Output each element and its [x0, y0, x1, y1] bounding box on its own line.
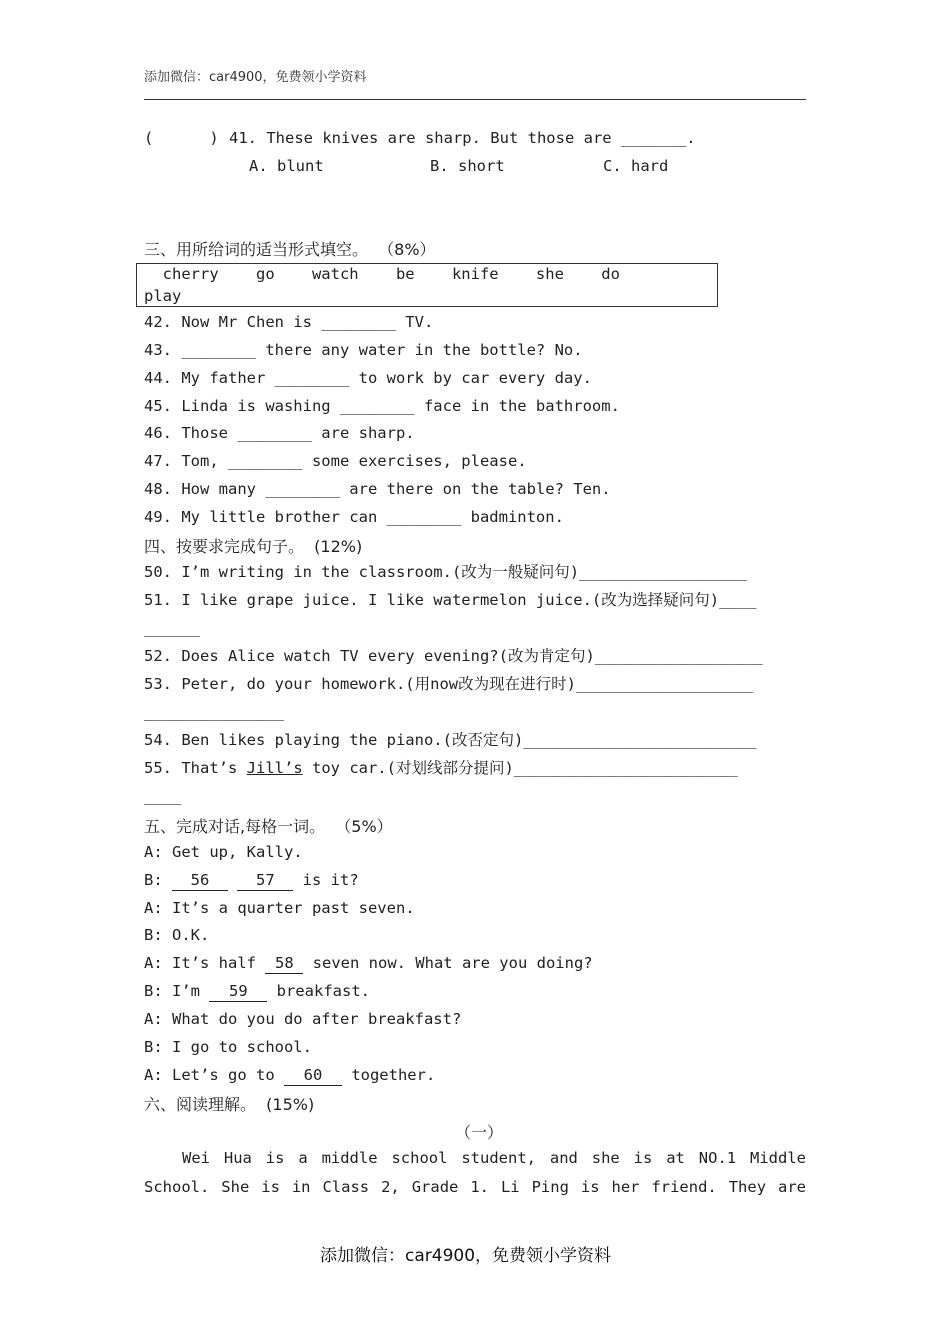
dialog-line-2 [144, 870, 359, 891]
dialog-speaker-b: B: [144, 871, 172, 889]
question-55-cont: ____ [144, 787, 182, 805]
dialog-line-3: A: It’s a quarter past seven. [144, 899, 415, 917]
dialog-line-4: B: O.K. [144, 926, 210, 944]
reading-paragraph-line-1: Wei Hua is a middle school student, and she is at NO.1 Middle [182, 1149, 806, 1167]
question-49: 49. My little brother can ________ badminton. [144, 508, 564, 526]
question-48: 48. How many ________ are there on the table? Ten. [144, 480, 611, 498]
dialog-line-9-post: together. [341, 1066, 436, 1084]
reading-paragraph-line-2: School. She is in Class 2, Grade 1. Li Ping is her friend. They are [144, 1178, 806, 1196]
dialog-line-9 [144, 1065, 435, 1086]
dialog-line-9-pre: A: Let’s go to [144, 1066, 284, 1084]
q41-option-a: A. blunt [249, 157, 324, 175]
question-46: 46. Those ________ are sharp. [144, 424, 415, 442]
dialog-line-5-post: seven now. What are you doing? [303, 954, 593, 972]
blank-60: 60 [284, 1065, 342, 1086]
q41-option-b: B. short [430, 157, 505, 175]
dialog-line-2-rest: is it? [293, 871, 359, 889]
dialog-line-5-pre: A: It’s half [144, 954, 266, 972]
question-54: 54. Ben likes playing the piano.(改否定句)_________________________ [144, 731, 757, 749]
blank-58: 58 [265, 953, 303, 974]
q41-paren: ( ) [144, 129, 219, 147]
question-50: 50. I’m writing in the classroom.(改为一般疑问句)__________________ [144, 563, 748, 581]
section3-title: 三、用所给词的适当形式填空。 （8%） [144, 240, 436, 259]
dialog-line-6-post: breakfast. [267, 982, 370, 1000]
dialog-line-7: A: What do you do after breakfast? [144, 1010, 462, 1028]
footer-text: 添加微信：car4900，免费领小学资料 [320, 1246, 612, 1266]
dialog-line-5 [144, 953, 593, 974]
q41-text: 41. These knives are sharp. But those are _______. [229, 129, 696, 147]
word-box-line1: cherry go watch be knife she do [144, 265, 620, 283]
question-51: 51. I like grape juice. I like watermelon juice.(改为选择疑问句)____ [144, 591, 757, 609]
blank-56: 56 [172, 870, 228, 891]
question-42: 42. Now Mr Chen is ________ TV. [144, 313, 434, 331]
blank-57: 57 [237, 870, 293, 891]
blank-59: 59 [209, 981, 267, 1002]
section6-subheading: （一） [455, 1123, 504, 1142]
q55-underlined: Jill’s [246, 759, 303, 777]
dialog-line-6 [144, 981, 370, 1002]
section4-title: 四、按要求完成句子。 (12%) [144, 537, 363, 556]
dialog-line-1: A: Get up, Kally. [144, 843, 303, 861]
question-55 [144, 758, 738, 778]
q55-pre: 55. That’s [144, 759, 247, 777]
question-45: 45. Linda is washing ________ face in the bathroom. [144, 397, 620, 415]
dialog-line-6-pre: B: I’m [144, 982, 210, 1000]
dialog-line-8: B: I go to school. [144, 1038, 312, 1056]
q55-post: toy car.(对划线部分提问)________________________ [302, 759, 738, 777]
question-47: 47. Tom, ________ some exercises, please. [144, 452, 527, 470]
question-53: 53. Peter, do your homework.(用now改为现在进行时)___________________ [144, 675, 754, 693]
question-52: 52. Does Alice watch TV every evening?(改为肯定句)__________________ [144, 647, 763, 665]
question-51-cont: ______ [144, 619, 200, 637]
section6-title: 六、阅读理解。 (15%) [144, 1095, 315, 1114]
question-43: 43. ________ there any water in the bottle? No. [144, 341, 583, 359]
question-44: 44. My father ________ to work by car every day. [144, 369, 592, 387]
question-53-cont: _______________ [144, 703, 284, 721]
header-rule [144, 99, 806, 100]
q41-option-c: C. hard [603, 157, 669, 175]
word-box-line2: play [144, 287, 182, 305]
section5-title: 五、完成对话,每格一词。 （5%） [144, 817, 393, 836]
header-text: 添加微信：car4900，免费领小学资料 [144, 70, 367, 85]
